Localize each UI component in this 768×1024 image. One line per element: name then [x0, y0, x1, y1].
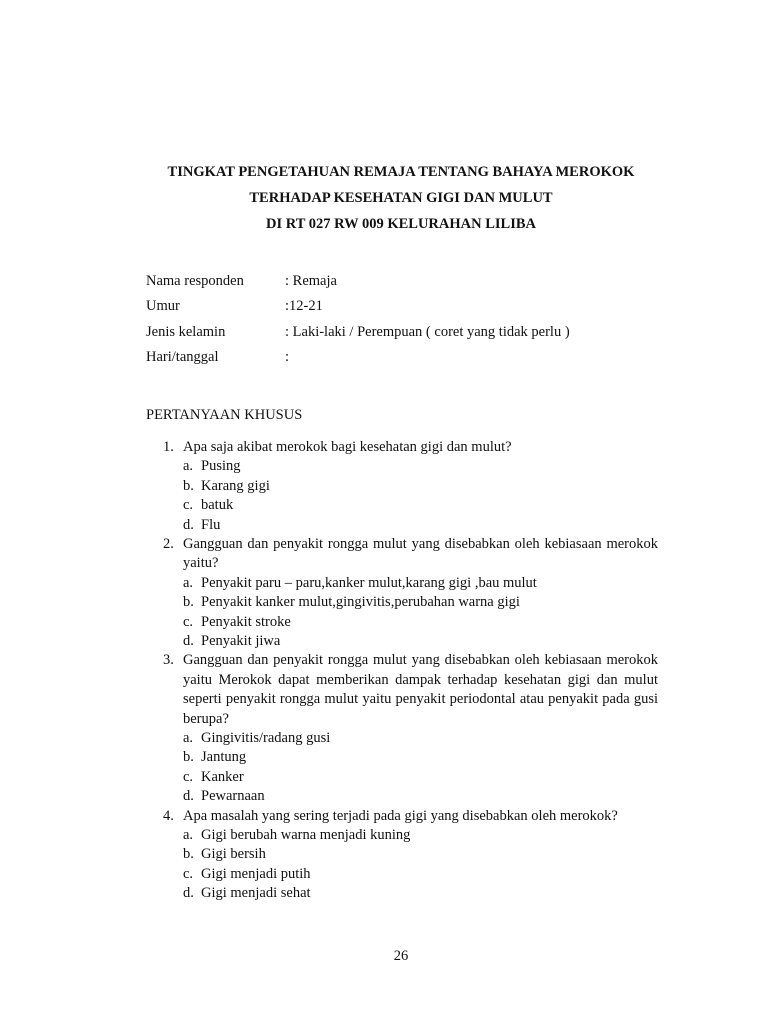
option-letter: d.: [183, 632, 194, 649]
info-value: :12-21: [285, 298, 323, 315]
option-text: Gingivitis/radang gusi: [201, 729, 331, 746]
option-item: [183, 477, 658, 496]
option-item: [183, 613, 658, 632]
option-item: [183, 593, 658, 612]
option-list: [183, 729, 658, 807]
title-line-2: TERHADAP KESEHATAN GIGI DAN MULUT: [249, 190, 553, 206]
question-item: [163, 438, 658, 535]
option-text: Gigi menjadi putih: [201, 865, 311, 882]
question-text: Apa masalah yang sering terjadi pada gigi yang disebabkan oleh merokok?: [183, 807, 618, 824]
info-label: Hari/tanggal: [146, 348, 219, 365]
option-text: Penyakit jiwa: [201, 632, 281, 649]
option-text: batuk: [201, 497, 234, 514]
option-list: [183, 826, 658, 904]
option-item: [183, 516, 658, 535]
option-item: [183, 787, 658, 806]
option-text: Pusing: [201, 458, 241, 475]
info-label: Umur: [146, 298, 180, 315]
title-line-3: DI RT 027 RW 009 KELURAHAN LILIBA: [266, 216, 536, 232]
option-letter: a.: [183, 574, 194, 591]
question-text: Gangguan dan penyakit rongga mulut yang disebabkan oleh kebiasaan merokok yaitu Merokok dapat memberikan dampak terhadap kesehatan gigi dan mulut seperti penyakit rongga mulut yaitu penyakit periodontal atau penyakit pada gusi berupa?: [183, 652, 658, 727]
option-item: [183, 574, 658, 593]
option-letter: c.: [183, 768, 194, 785]
option-letter: b.: [183, 846, 194, 863]
question-number: 3.: [163, 652, 174, 669]
option-item: [183, 845, 658, 864]
option-item: [183, 865, 658, 884]
info-row-gender: [146, 321, 570, 346]
option-letter: a.: [183, 458, 194, 475]
option-item: [183, 826, 658, 845]
option-text: Flu: [201, 516, 221, 533]
option-letter: a.: [183, 729, 194, 746]
option-item: [183, 748, 658, 767]
question-item: [163, 807, 658, 904]
option-list: [183, 457, 658, 535]
question-number: 2.: [163, 535, 174, 552]
info-row-age: [146, 295, 570, 320]
question-number: 1.: [163, 439, 174, 455]
info-row-name: [146, 270, 570, 295]
option-text: Gigi berubah warna menjadi kuning: [201, 826, 411, 843]
info-row-date: [146, 346, 570, 371]
section-title: PERTANYAAN KHUSUS: [146, 407, 303, 423]
option-letter: b.: [183, 749, 194, 766]
info-value: :: [285, 348, 290, 365]
option-text: Penyakit kanker mulut,gingivitis,perubahan warna gigi: [201, 594, 520, 611]
option-letter: b.: [183, 477, 194, 494]
option-item: [183, 632, 658, 651]
option-item: [183, 496, 658, 515]
option-list: [183, 574, 658, 652]
page-number: 26: [393, 948, 409, 964]
info-label: Jenis kelamin: [146, 323, 226, 340]
option-text: Penyakit paru – paru,kanker mulut,karang gigi ,bau mulut: [201, 574, 537, 591]
info-label: Nama responden: [146, 273, 244, 289]
option-letter: c.: [183, 865, 194, 882]
respondent-info: [146, 270, 570, 371]
option-letter: c.: [183, 497, 194, 514]
title-line-1: TINGKAT PENGETAHUAN REMAJA TENTANG BAHAYA MEROKOK: [167, 164, 635, 180]
question-list: [163, 438, 658, 904]
option-text: Pewarnaan: [201, 788, 265, 805]
option-text: Kanker: [201, 768, 244, 785]
option-letter: c.: [183, 613, 194, 630]
document-title: [0, 161, 768, 239]
info-value: : Remaja: [285, 273, 337, 289]
option-text: Karang gigi: [201, 477, 270, 494]
option-text: Jantung: [201, 749, 247, 766]
option-text: Penyakit stroke: [201, 613, 291, 630]
option-item: [183, 884, 658, 903]
question-number: 4.: [163, 807, 174, 824]
question-item: [163, 535, 658, 651]
option-letter: b.: [183, 594, 194, 611]
info-value: : Laki-laki / Perempuan ( coret yang tidak perlu ): [285, 323, 570, 340]
option-letter: d.: [183, 788, 194, 805]
option-text: Gigi bersih: [201, 846, 266, 863]
question-text: Gangguan dan penyakit rongga mulut yang disebabkan oleh kebiasaan merokok yaitu?: [183, 535, 658, 572]
option-letter: a.: [183, 826, 194, 843]
option-item: [183, 768, 658, 787]
option-letter: d.: [183, 885, 194, 902]
option-text: Gigi menjadi sehat: [201, 885, 311, 902]
question-item: [163, 651, 658, 806]
option-item: [183, 729, 658, 748]
question-text: Apa saja akibat merokok bagi kesehatan gigi dan mulut?: [183, 439, 512, 455]
option-item: [183, 457, 658, 476]
option-letter: d.: [183, 516, 194, 533]
